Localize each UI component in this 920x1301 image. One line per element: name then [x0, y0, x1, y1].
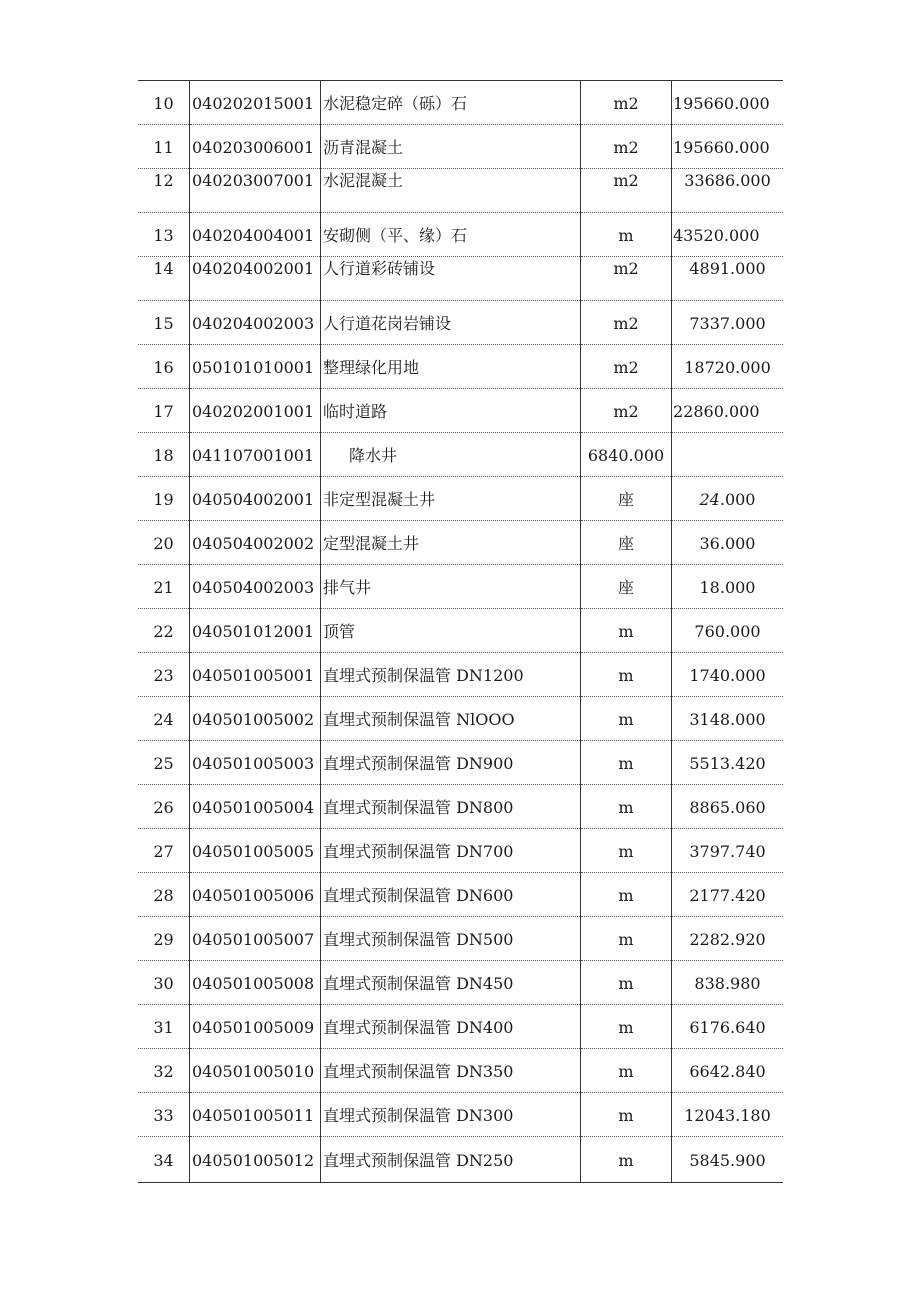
item-name: 非定型混凝土井	[323, 490, 436, 509]
row-number: 15	[153, 314, 174, 333]
item-name: 直埋式预制保温管 DN450	[323, 974, 514, 993]
item-unit: m	[618, 1018, 634, 1037]
item-code: 040501005008	[192, 974, 315, 993]
item-quantity: 195660.000	[673, 94, 770, 113]
item-unit: m2	[613, 402, 639, 421]
item-name: 水泥稳定碎（砾）石	[323, 94, 468, 113]
table-row	[138, 389, 783, 433]
row-number: 10	[153, 94, 174, 113]
item-name: 顶管	[323, 622, 356, 641]
table-row	[138, 785, 783, 829]
row-number: 30	[153, 974, 174, 993]
item-unit: 座	[617, 578, 634, 597]
item-name: 直埋式预制保温管 DN500	[323, 930, 514, 949]
table-row	[138, 829, 783, 873]
table-row	[138, 697, 783, 741]
item-name: 安砌侧（平、缘）石	[323, 226, 468, 245]
item-name: 人行道彩砖铺设	[323, 259, 436, 278]
row-number: 22	[153, 622, 174, 641]
table-row	[138, 521, 783, 565]
item-unit: m	[618, 886, 634, 905]
item-unit: m2	[613, 138, 639, 157]
item-quantity: 6642.840	[689, 1062, 766, 1081]
item-code: 040501005005	[192, 842, 315, 861]
item-quantity: 43520.000	[673, 226, 760, 245]
item-code: 040501005004	[192, 798, 315, 817]
table-row	[138, 433, 783, 477]
item-name: 临时道路	[323, 402, 388, 421]
row-number: 25	[153, 754, 174, 773]
item-name: 水泥混凝土	[323, 171, 404, 190]
item-code: 040202015001	[192, 94, 315, 113]
item-unit: m	[618, 1151, 634, 1170]
bill-of-quantities-table	[138, 80, 783, 1183]
item-name: 整理绿化用地	[323, 358, 420, 377]
row-number: 17	[153, 402, 174, 421]
item-code: 040501005011	[192, 1106, 315, 1125]
item-code: 040501005010	[192, 1062, 315, 1081]
item-name: 直埋式预制保温管 DN1200	[323, 666, 524, 685]
table-row	[138, 125, 783, 169]
item-quantity: 4891.000	[689, 259, 766, 278]
item-quantity: 195660.000	[673, 138, 770, 157]
item-unit: 6840.000	[587, 446, 665, 465]
item-name: 定型混凝土井	[323, 534, 420, 553]
item-unit: m	[618, 622, 634, 641]
item-code: 040501005012	[192, 1151, 315, 1170]
item-unit: m	[618, 798, 634, 817]
item-quantity-decimal: .000	[719, 490, 756, 509]
row-number: 20	[153, 534, 174, 553]
item-name: 直埋式预制保温管 DN250	[323, 1151, 514, 1170]
item-unit: m	[618, 1062, 634, 1081]
item-unit: m2	[613, 358, 639, 377]
item-name: 排气井	[323, 578, 372, 597]
item-name: 直埋式预制保温管 DN400	[323, 1018, 514, 1037]
item-name: 直埋式预制保温管 DN300	[323, 1106, 514, 1125]
row-number: 11	[153, 138, 174, 157]
item-code: 040501005003	[192, 754, 315, 773]
item-code: 040504002003	[192, 578, 315, 597]
item-code: 040504002002	[192, 534, 315, 553]
item-quantity: 3797.740	[689, 842, 766, 861]
table-row	[138, 609, 783, 653]
row-number: 13	[153, 226, 174, 245]
table-row	[138, 653, 783, 697]
item-quantity: 760.000	[694, 622, 761, 641]
item-code: 040501012001	[192, 622, 315, 641]
item-code: 040202001001	[192, 402, 315, 421]
table-row	[138, 1005, 783, 1049]
row-number: 29	[153, 930, 174, 949]
table-row	[138, 257, 783, 301]
item-quantity: 7337.000	[689, 314, 766, 333]
item-code: 040501005001	[192, 666, 315, 685]
table-row	[138, 345, 783, 389]
row-number: 14	[153, 259, 174, 278]
item-unit: m	[618, 842, 634, 861]
item-name: 降水井	[349, 446, 398, 465]
item-code: 040501005006	[192, 886, 315, 905]
table-row	[138, 301, 783, 345]
item-unit: m2	[613, 94, 639, 113]
item-unit: m	[618, 666, 634, 685]
table-row	[138, 81, 783, 125]
item-quantity: 1740.000	[689, 666, 766, 685]
item-code: 040204002003	[192, 314, 315, 333]
item-code: 050101010001	[192, 358, 315, 377]
item-quantity: 6176.640	[689, 1018, 766, 1037]
table-row	[138, 741, 783, 785]
item-quantity: 2282.920	[689, 930, 766, 949]
item-unit: 座	[617, 534, 634, 553]
row-number: 23	[153, 666, 174, 685]
item-unit: m	[618, 930, 634, 949]
item-unit: m	[618, 754, 634, 773]
row-number: 34	[153, 1151, 174, 1170]
item-quantity	[672, 433, 783, 446]
item-name: 直埋式预制保温管 DN900	[323, 754, 514, 773]
table-row	[138, 169, 783, 213]
item-quantity: 5513.420	[689, 754, 766, 773]
item-code: 040501005009	[192, 1018, 315, 1037]
item-name: 直埋式预制保温管 DN350	[323, 1062, 514, 1081]
item-quantity: 12043.180	[684, 1106, 771, 1125]
item-unit: m	[618, 710, 634, 729]
item-quantity: 18720.000	[684, 358, 771, 377]
item-quantity: 36.000	[699, 534, 756, 553]
table-row	[138, 1093, 783, 1137]
item-name: 直埋式预制保温管 DN600	[323, 886, 514, 905]
item-name: 直埋式预制保温管 NlOOO	[323, 710, 515, 729]
row-number: 26	[153, 798, 174, 817]
item-code: 040203007001	[192, 171, 315, 190]
item-unit: m	[618, 226, 634, 245]
row-number: 16	[153, 358, 174, 377]
item-unit: m2	[613, 171, 639, 190]
item-code: 040504002001	[192, 490, 315, 509]
item-name: 沥青混凝土	[323, 138, 404, 157]
row-number: 31	[153, 1018, 174, 1037]
table-row	[138, 917, 783, 961]
item-code: 041107001001	[192, 446, 315, 465]
row-number: 12	[153, 171, 174, 190]
item-code: 040204004001	[192, 226, 315, 245]
table-row	[138, 1137, 783, 1183]
item-code: 040501005007	[192, 930, 315, 949]
item-quantity: 838.980	[694, 974, 761, 993]
row-number: 21	[153, 578, 174, 597]
item-code: 040501005002	[192, 710, 315, 729]
item-quantity: 3148.000	[689, 710, 766, 729]
item-name: 人行道花岗岩铺设	[323, 314, 452, 333]
item-quantity: 22860.000	[673, 402, 760, 421]
item-quantity-integer: 24	[699, 490, 720, 509]
item-quantity: 8865.060	[689, 798, 766, 817]
item-quantity: 5845.900	[689, 1151, 766, 1170]
item-code: 040203006001	[192, 138, 315, 157]
item-unit: 座	[617, 490, 634, 509]
item-quantity: 33686.000	[684, 171, 771, 190]
table-row	[138, 565, 783, 609]
row-number: 33	[153, 1106, 174, 1125]
item-code: 040204002001	[192, 259, 315, 278]
row-number: 24	[153, 710, 174, 729]
row-number: 19	[153, 490, 174, 509]
item-unit: m	[618, 974, 634, 993]
item-quantity	[672, 477, 783, 510]
table-row	[138, 961, 783, 1005]
table-row	[138, 1049, 783, 1093]
item-unit: m2	[613, 314, 639, 333]
table-row	[138, 477, 783, 521]
row-number: 27	[153, 842, 174, 861]
item-quantity: 18.000	[699, 578, 756, 597]
table-row	[138, 213, 783, 257]
row-number: 28	[153, 886, 174, 905]
item-unit: m2	[613, 259, 639, 278]
table-row	[138, 873, 783, 917]
item-unit: m	[618, 1106, 634, 1125]
item-name: 直埋式预制保温管 DN700	[323, 842, 514, 861]
row-number: 32	[153, 1062, 174, 1081]
row-number: 18	[153, 446, 174, 465]
item-quantity: 2177.420	[689, 886, 766, 905]
bill-of-quantities-sheet	[138, 80, 781, 1183]
item-name: 直埋式预制保温管 DN800	[323, 798, 514, 817]
